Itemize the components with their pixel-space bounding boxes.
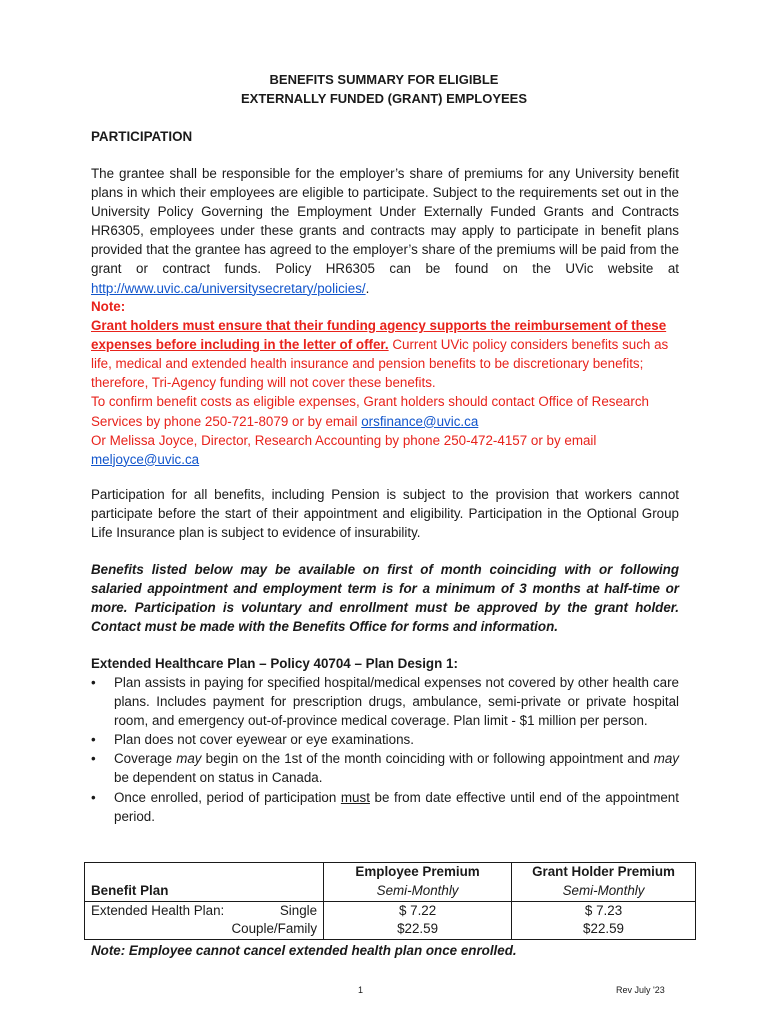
note-confirm-paragraph — [91, 392, 679, 430]
ehc-bullet-text: Coverage — [114, 751, 177, 767]
ehc-bullet-item — [91, 749, 679, 787]
header-grant-holder-premium-label: Grant Holder Premium — [532, 864, 675, 880]
ehc-bullet-text: begin on the 1st of the month coinciding with or following appointment and — [201, 751, 654, 767]
document-title-line-2: EXTERNALLY FUNDED (GRANT) EMPLOYEES — [240, 91, 528, 106]
plan-name: Extended Health Plan: — [91, 902, 225, 918]
page-number: 1 — [358, 985, 364, 995]
ehc-bullet-item — [91, 788, 679, 826]
table-note: Note: Employee cannot cancel extended health plan once enrolled. — [91, 943, 517, 958]
header-employee-frequency: Semi-Monthly — [376, 882, 459, 898]
table-row — [85, 920, 696, 939]
participation-paragraph-end: . — [365, 280, 370, 296]
revision-date: Rev July '23 — [616, 985, 665, 995]
note-discretionary-text: Current UVic policy considers benefits such as life, medical and extended health insurance and pension benefits to be discretionary benefits; therefore, Tri-Agency funding will not cover these benefits. — [91, 337, 669, 391]
ehc-emphasis: may — [176, 751, 202, 767]
bullet-icon: • — [91, 751, 96, 767]
header-employee-premium — [324, 863, 512, 902]
plan-cell — [85, 901, 324, 920]
meljoyce-email-link[interactable]: meljoyce@uvic.ca — [91, 451, 200, 467]
document-title-line-1: BENEFITS SUMMARY FOR ELIGIBLE — [269, 72, 499, 87]
orsfinance-email-link[interactable]: orsfinance@uvic.ca — [361, 413, 479, 429]
employee-premium-cell: $ 7.22 — [324, 901, 512, 920]
bullet-icon: • — [91, 732, 96, 748]
note-funding-warning: Grant holders must ensure that their funding agency supports the reimbursement of these expenses before including in the letter of offer. — [91, 318, 667, 353]
participation-paragraph-text: The grantee shall be responsible for the employer’s share of premiums for any University benefit plans in which their employees are eligible to participate. Subject to the requirements set out in the University Policy Governing the Employment Under Externally Funded Grants and Contracts HR6305, employees under these grants and contracts may apply to participate in benefit plans provided that the grantee has agreed to the employer’s share of the premiums will be paid from the grant or contract funds. Policy HR6305 can be found on the UVic website at — [91, 166, 679, 277]
participation-paragraph — [91, 164, 679, 298]
header-benefit-plan: Benefit Plan — [85, 863, 324, 902]
participation-conditions-paragraph: Participation for all benefits, including Pension is subject to the provision that workers cannot participate before the start of their appointment and eligibility. Participation in the Optional Group Life Insurance plan is subject to evidence of insurability. — [91, 487, 679, 541]
premium-table — [84, 862, 696, 940]
plan-cell: Couple/Family — [85, 920, 324, 939]
note-block — [91, 297, 679, 469]
ehc-bullet-item — [91, 673, 679, 730]
ehc-emphasis: must — [340, 789, 370, 805]
ehc-bullet-item — [91, 730, 679, 749]
employee-premium-cell: $22.59 — [324, 920, 512, 939]
note-paragraph — [91, 316, 679, 392]
note-confirm-text: To confirm benefit costs as eligible expenses, Grant holders should contact Office of Research Services by phone 250-721-8079 or by email — [91, 394, 649, 429]
table-header-row — [85, 863, 696, 902]
ehc-bullet-list — [91, 673, 679, 826]
ehc-emphasis: may — [653, 751, 679, 767]
ehc-bullet-text: be from date effective until end of the appointment period. — [114, 789, 679, 824]
benefits-availability-paragraph: Benefits listed below may be available on first of month coinciding with or following salaried appointment and employment term is for a minimum of 3 months at half-time or more. Participation is voluntary and enrollment must be approved by the grant holder. Contact must be made with the Benefits Office for forms and information. — [91, 562, 679, 635]
policies-link[interactable]: http://www.uvic.ca/universitysecretary/policies/ — [91, 280, 366, 296]
note-or-text: Or Melissa Joyce, Director, Research Accounting by phone 250-472-4157 or by email — [91, 432, 597, 448]
ehc-bullet-text: Once enrolled, period of participation — [114, 789, 341, 805]
header-employee-premium-label: Employee Premium — [355, 864, 480, 880]
ehc-bullet-text: be dependent on status in Canada. — [114, 770, 323, 786]
coverage-type: Single — [279, 902, 318, 918]
grant-holder-premium-cell: $22.59 — [512, 920, 696, 939]
bullet-icon: • — [91, 789, 96, 805]
note-label: Note: — [91, 299, 126, 314]
header-grant-holder-frequency: Semi-Monthly — [562, 882, 645, 898]
header-grant-holder-premium — [512, 863, 696, 902]
ehc-bullet-text: Plan assists in paying for specified hospital/medical expenses not covered by other health care plans. Includes payment for prescription drugs, ambulance, semi-private or private hospital room, and emergency out-of-province medical coverage. Plan limit - $1 million per person. — [114, 675, 679, 729]
participation-heading: PARTICIPATION — [91, 129, 193, 144]
table-row — [85, 901, 696, 920]
bullet-icon: • — [91, 675, 96, 690]
ehc-heading: Extended Healthcare Plan – Policy 40704 – Plan Design 1: — [91, 656, 458, 671]
ehc-bullet-text: Plan does not cover eyewear or eye examinations. — [114, 732, 414, 748]
grant-holder-premium-cell: $ 7.23 — [512, 901, 696, 920]
